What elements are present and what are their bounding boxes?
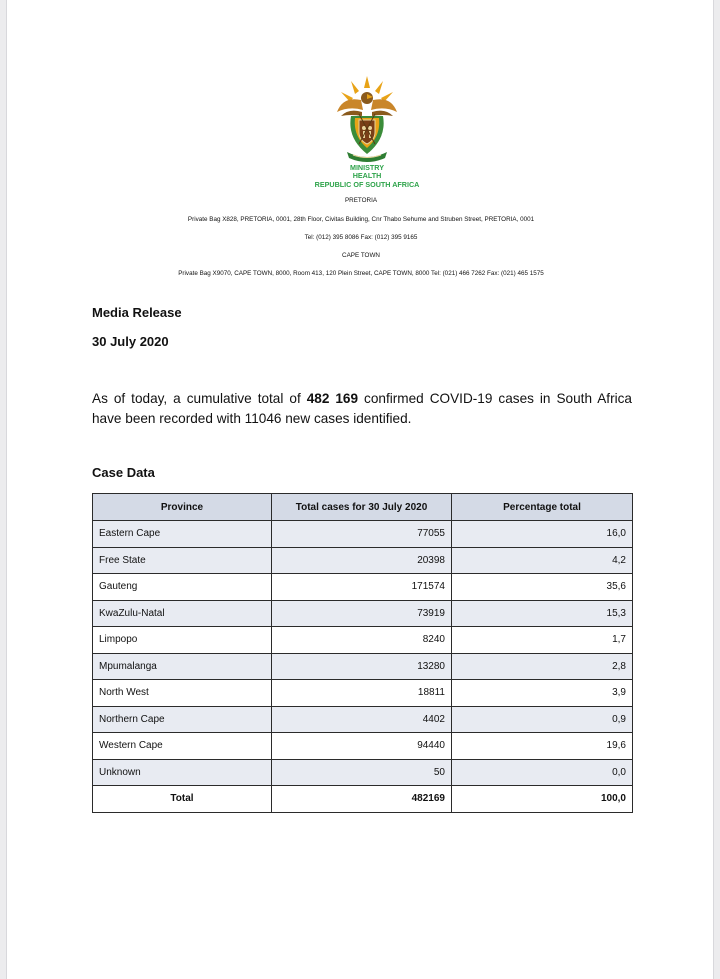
province-cell: Gauteng <box>93 574 272 601</box>
table-row <box>93 733 633 760</box>
cases-cell: 77055 <box>272 521 452 548</box>
cases-cell: 73919 <box>272 600 452 627</box>
intro-text: confirmed COVID-19 cases in South Africa have been recorded with <box>92 391 632 426</box>
cases-cell: 4402 <box>272 706 452 733</box>
percentage-cell: 19,6 <box>452 733 633 760</box>
ministry-line: HEALTH <box>352 171 382 181</box>
cases-cell: 8240 <box>272 627 452 654</box>
capetown-address: Private Bag X9070, CAPE TOWN, 8000, Room 413, 120 Plein Street, CAPE TOWN, 8000 Tel: (021) 466 7262 Fax: (021) 465 1575 <box>178 270 544 277</box>
total-label-cell: Total <box>93 786 272 813</box>
table-row <box>93 759 633 786</box>
pretoria-address: Private Bag X828, PRETORIA, 0001, 28th Floor, Civitas Building, Cnr Thabo Sehume and Struben Street, PRETORIA, 0001 <box>187 216 535 223</box>
table-row <box>93 521 633 548</box>
percentage-cell: 16,0 <box>452 521 633 548</box>
province-cell: Mpumalanga <box>93 653 272 680</box>
percentage-cell: 4,2 <box>452 547 633 574</box>
cases-cell: 18811 <box>272 680 452 707</box>
capetown-label: CAPE TOWN <box>342 252 380 259</box>
column-header-total-cases: Total cases for 30 July 2020 <box>272 494 452 521</box>
release-paragraph <box>92 389 632 428</box>
column-header-province: Province <box>93 494 272 521</box>
table-row <box>93 574 633 601</box>
ministry-line: REPUBLIC OF SOUTH AFRICA <box>314 179 420 189</box>
table-row <box>93 653 633 680</box>
table-row <box>93 706 633 733</box>
ministry-name <box>247 164 487 189</box>
province-cell: Unknown <box>93 759 272 786</box>
release-date: 30 July 2020 <box>92 334 169 349</box>
cases-cell: 20398 <box>272 547 452 574</box>
pretoria-contact: Tel: (012) 395 8086 Fax: (012) 395 9165 <box>304 234 418 241</box>
total-cases-figure: 482 169 <box>306 391 359 406</box>
percentage-cell: 2,8 <box>452 653 633 680</box>
province-cell: Free State <box>93 547 272 574</box>
new-cases-figure: 11046 <box>244 410 282 426</box>
province-cell: Northern Cape <box>93 706 272 733</box>
media-release-title: Media Release <box>92 305 182 320</box>
case-data-heading: Case Data <box>92 465 155 480</box>
table-row <box>93 547 633 574</box>
province-cell: North West <box>93 680 272 707</box>
column-header-percentage: Percentage total <box>452 494 633 521</box>
table-header-row <box>93 494 633 521</box>
document-page <box>6 0 714 979</box>
total-percentage-cell: 100,0 <box>452 786 633 813</box>
province-cell: Eastern Cape <box>93 521 272 548</box>
cases-cell: 50 <box>272 759 452 786</box>
province-cell: KwaZulu-Natal <box>93 600 272 627</box>
case-data-table <box>92 493 633 813</box>
percentage-cell: 35,6 <box>452 574 633 601</box>
cases-cell: 13280 <box>272 653 452 680</box>
percentage-cell: 15,3 <box>452 600 633 627</box>
total-row <box>93 786 633 813</box>
cases-cell: 171574 <box>272 574 452 601</box>
percentage-cell: 0,0 <box>452 759 633 786</box>
percentage-cell: 3,9 <box>452 680 633 707</box>
ministry-line: MINISTRY <box>349 163 385 172</box>
province-cell: Limpopo <box>93 627 272 654</box>
coat-of-arms-logo <box>329 72 405 164</box>
percentage-cell: 0,9 <box>452 706 633 733</box>
intro-text: new cases identified. <box>281 410 412 426</box>
province-cell: Western Cape <box>93 733 272 760</box>
pretoria-label: PRETORIA <box>344 197 378 204</box>
cases-cell: 94440 <box>272 733 452 760</box>
table-row <box>93 600 633 627</box>
intro-text: As of today, a cumulative total of <box>92 391 307 406</box>
percentage-cell: 1,7 <box>452 627 633 654</box>
total-cases-cell: 482169 <box>272 786 452 813</box>
table-row <box>93 627 633 654</box>
table-row <box>93 680 633 707</box>
